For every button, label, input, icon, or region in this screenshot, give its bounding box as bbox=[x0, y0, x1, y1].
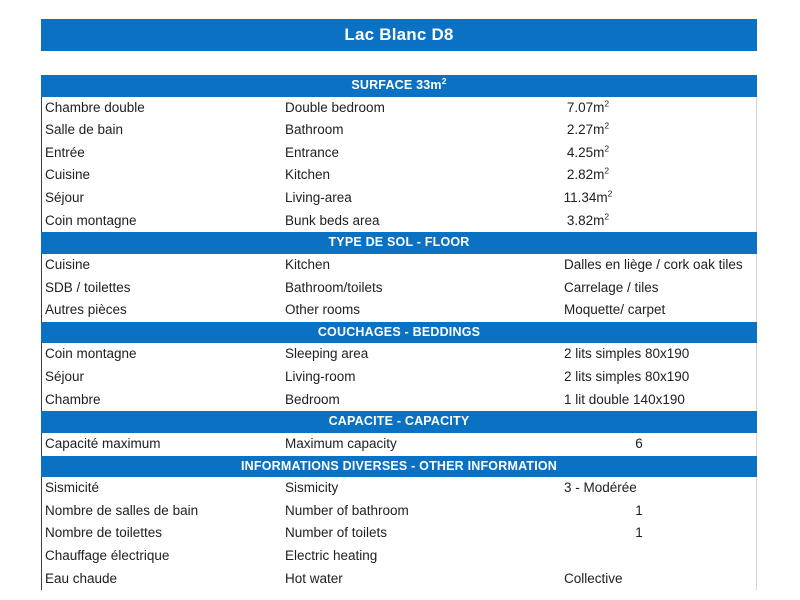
value-text: 1 bbox=[635, 525, 643, 541]
section-title: SURFACE 33m bbox=[351, 78, 442, 92]
value-superscript: 2 bbox=[607, 188, 613, 199]
cell-english: Sismicity bbox=[285, 480, 339, 496]
cell-french: Coin montagne bbox=[45, 346, 137, 362]
value-text: 1 bbox=[635, 502, 643, 518]
cell-value bbox=[523, 187, 653, 210]
cell-english: Number of toilets bbox=[285, 525, 388, 541]
table-row bbox=[41, 522, 757, 545]
cell-french: Entrée bbox=[45, 144, 85, 160]
table-row bbox=[41, 389, 757, 412]
table-row bbox=[41, 568, 757, 591]
value-text: 2 lits simples 80x190 bbox=[564, 369, 690, 385]
property-sheet bbox=[41, 19, 757, 590]
value-text: 2 lits simples 80x190 bbox=[564, 346, 690, 362]
table-row bbox=[41, 187, 757, 210]
value-text: 1 lit double 140x190 bbox=[564, 391, 685, 407]
cell-english: Hot water bbox=[285, 570, 343, 586]
table-row bbox=[41, 164, 757, 187]
cell-english: Double bedroom bbox=[285, 99, 385, 115]
page-title: Lac Blanc D8 bbox=[41, 19, 757, 51]
section-header bbox=[41, 232, 757, 254]
cell-french: Chauffage électrique bbox=[45, 548, 170, 563]
cell-french: Capacité maximum bbox=[45, 435, 161, 451]
value-superscript: 2 bbox=[604, 165, 610, 176]
cell-french: Eau chaude bbox=[45, 570, 118, 586]
table-row bbox=[41, 254, 757, 277]
cell-french: Nombre de salles de bain bbox=[45, 502, 199, 518]
table-row bbox=[41, 97, 757, 120]
cell-english: Electric heating bbox=[285, 548, 378, 563]
table-row bbox=[41, 366, 757, 389]
section-header bbox=[41, 456, 757, 478]
section-title: CAPACITE - CAPACITY bbox=[328, 414, 470, 429]
cell-french: Cuisine bbox=[45, 256, 91, 272]
cell-value bbox=[523, 433, 755, 456]
cell-value bbox=[523, 343, 755, 366]
table-row bbox=[41, 433, 757, 456]
cell-english: Maximum capacity bbox=[285, 435, 397, 451]
cell-french: Coin montagne bbox=[45, 212, 137, 228]
value-text: 3 - Modérée bbox=[564, 480, 637, 496]
cell-value bbox=[523, 522, 755, 545]
cell-english: Bathroom bbox=[285, 122, 344, 138]
value-superscript: 2 bbox=[604, 120, 610, 131]
cell-english: Kitchen bbox=[285, 167, 331, 183]
cell-value bbox=[523, 299, 755, 322]
cell-value bbox=[523, 500, 755, 523]
value-text: Dalles en liège / cork oak tiles bbox=[564, 256, 743, 272]
value-text: 6 bbox=[635, 435, 643, 451]
table-row bbox=[41, 277, 757, 300]
cell-value bbox=[523, 97, 653, 120]
table-row bbox=[41, 210, 757, 233]
cell-value bbox=[523, 389, 755, 412]
cell-value bbox=[523, 164, 653, 187]
cell-french: Sismicité bbox=[45, 480, 100, 496]
table-row bbox=[41, 500, 757, 523]
cell-english: Bunk beds area bbox=[285, 212, 380, 228]
value-text: Collective bbox=[564, 570, 623, 586]
cell-french: Séjour bbox=[45, 369, 85, 385]
section-title: INFORMATIONS DIVERSES - OTHER INFORMATION bbox=[240, 458, 558, 473]
table-row bbox=[41, 119, 757, 142]
cell-french: Chambre double bbox=[45, 99, 145, 115]
section-header bbox=[41, 75, 757, 97]
cell-value bbox=[523, 210, 653, 233]
value-text: 3.82m bbox=[566, 212, 605, 228]
cell-value bbox=[523, 477, 755, 500]
cell-french: Cuisine bbox=[45, 167, 91, 183]
cell-english: Number of bathroom bbox=[285, 502, 409, 518]
cell-french: SDB / toilettes bbox=[45, 279, 131, 295]
value-superscript: 2 bbox=[604, 143, 610, 154]
table-row bbox=[41, 477, 757, 500]
section-title: COUCHAGES - BEDDINGS bbox=[317, 324, 481, 339]
section-title: TYPE DE SOL - FLOOR bbox=[328, 235, 470, 250]
cell-value bbox=[523, 277, 755, 300]
cell-value bbox=[523, 568, 755, 591]
info-table bbox=[41, 75, 757, 590]
section-header bbox=[41, 322, 757, 344]
cell-english: Kitchen bbox=[285, 256, 331, 272]
cell-value bbox=[523, 119, 653, 142]
cell-english: Other rooms bbox=[285, 302, 361, 318]
value-text: 7.07m bbox=[566, 99, 605, 115]
value-text: 4.25m bbox=[566, 144, 605, 160]
cell-value bbox=[523, 254, 755, 277]
table-row bbox=[41, 299, 757, 322]
section-header bbox=[41, 411, 757, 433]
value-text: Carrelage / tiles bbox=[564, 279, 659, 295]
cell-value bbox=[523, 142, 653, 165]
cell-french: Séjour bbox=[45, 190, 85, 206]
value-superscript: 2 bbox=[604, 98, 610, 108]
value-text: Moquette/ carpet bbox=[564, 302, 666, 318]
table-row bbox=[41, 343, 757, 366]
table-row bbox=[41, 545, 757, 568]
value-text: 2.82m bbox=[566, 167, 605, 183]
value-superscript: 2 bbox=[604, 211, 610, 222]
cell-english: Sleeping area bbox=[285, 346, 369, 362]
value-text: 11.34m bbox=[563, 190, 608, 206]
cell-english: Bathroom/toilets bbox=[285, 279, 383, 295]
cell-french: Salle de bain bbox=[45, 122, 124, 138]
cell-french: Nombre de toilettes bbox=[45, 525, 163, 541]
cell-value bbox=[523, 366, 755, 389]
cell-english: Entrance bbox=[285, 144, 340, 160]
cell-french: Autres pièces bbox=[45, 302, 127, 318]
section-title-superscript: 2 bbox=[441, 75, 447, 86]
table-row bbox=[41, 142, 757, 165]
cell-english: Living-area bbox=[285, 190, 352, 206]
cell-english: Bedroom bbox=[285, 391, 340, 407]
value-text: 2.27m bbox=[566, 122, 605, 138]
cell-english: Living-room bbox=[285, 369, 356, 385]
cell-french: Chambre bbox=[45, 391, 101, 407]
